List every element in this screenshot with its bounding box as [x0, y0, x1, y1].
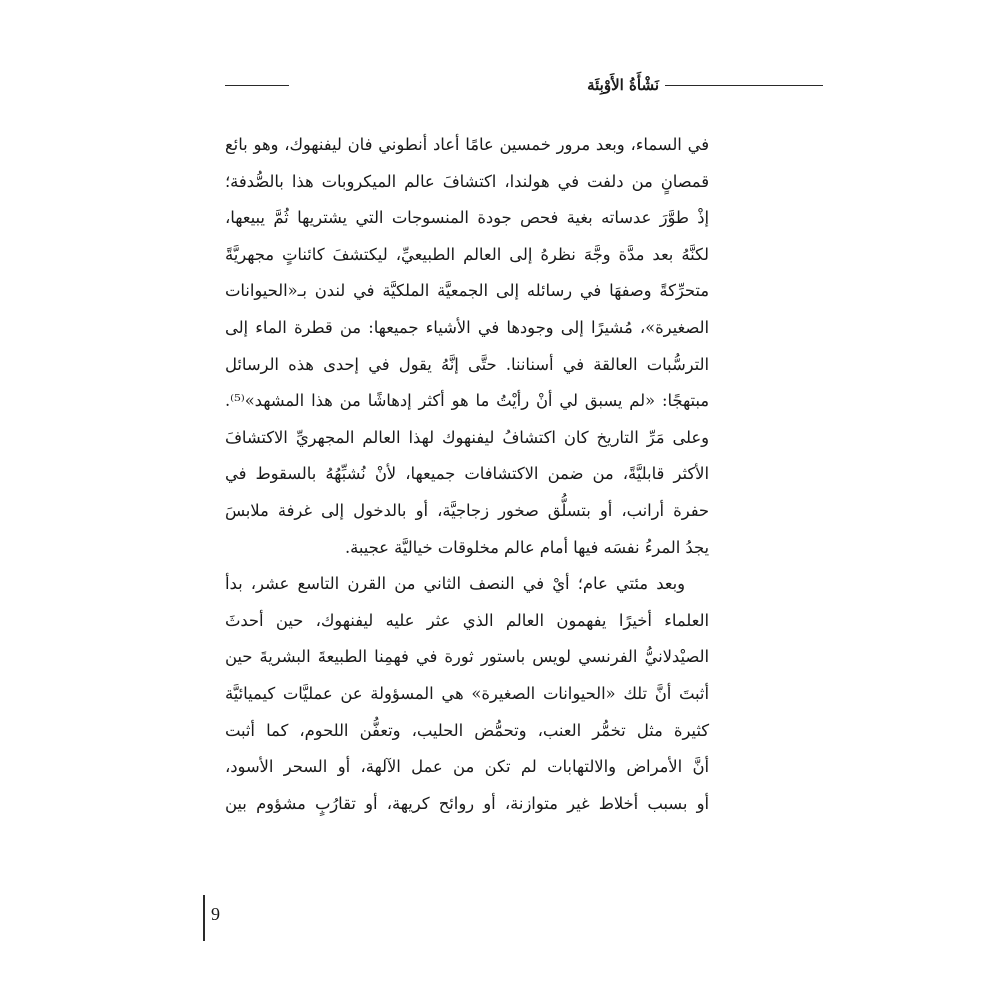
header-rule-right [665, 85, 823, 86]
text-line: وبعد مئتي عام؛ أيْ في النصف الثاني من القرن التاسع عشر، بدأ [225, 574, 685, 594]
text-line: في السماء، وبعد مرور خمسين عامًا أعاد أنطوني فان ليفنهوك، وهو بائع [225, 135, 709, 154]
body-text [225, 127, 709, 822]
text-line: وعلى مَرِّ التاريخ كان اكتشافُ ليفنهوك لهذا العالم المجهريِّ الاكتشافَ [225, 427, 709, 447]
text-line: الأكثر قابليَّةً، من ضمن الاكتشافات جميعها، لأنْ نُشبِّهُهُ بالسقوط في [225, 464, 709, 484]
text-line: العلماء أخيرًا يفهمون العالم الذي عثر عليه ليفنهوك، حين أحدثَ [225, 610, 709, 630]
text-line: يجدُ المرءُ نفسَه فيها أمام عالم مخلوقات خياليَّة عجيبة. [344, 537, 709, 557]
text-line: أنَّ الأمراض والالتهابات لم تكن من عمل الآلهة، أو السحر الأسود، [225, 757, 709, 777]
text-line: لكنَّهُ بعد مدَّة وجَّهَ نظرهُ إلى العالم الطبيعيِّ، ليكتشفَ كائناتٍ مجهريَّةً [225, 244, 709, 264]
text-line: مبتهجًا: «لم يسبق لي أنْ رأيْتُ ما هو أكثر إدهاشًا من هذا المشهد»⁽⁵⁾. [225, 391, 709, 411]
page-number: 9 [211, 904, 220, 924]
text-line: متحرِّكةً وصفهَا في رسائله إلى الجمعيَّة الملكيَّة في لندن بـ«الحيوانات [225, 281, 709, 301]
text-line: قمصانٍ من دلفت في هولندا، اكتشافَ عالم الميكروبات هذا بالصُّدفة؛ [225, 171, 709, 191]
text-line: كثيرة مثل تخمُّر العنب، وتحمُّض الحليب، وتعفُّن اللحوم، كما أثبت [225, 720, 709, 740]
text-line: أو بسبب أخلاط غير متوازنة، أو روائح كريهة، أو تقارُبٍ مشؤوم بين [225, 793, 709, 813]
text-line: أثبتَ أنَّ تلك «الحيوانات الصغيرة» هي المسؤولة عن عمليَّات كيميائيَّة [225, 683, 709, 703]
header-rule-left [225, 85, 289, 86]
page-number-rule [203, 895, 205, 941]
text-line: الترسُّبات العالقة في أسناننا. حتَّى إنَّهُ يقول في إحدى هذه الرسائل [225, 354, 709, 374]
running-header [225, 74, 823, 96]
text-line: إذْ طوَّرَ عدساته بغية فحص جودة المنسوجات التي يشتريها ثُمَّ يبيعها، [225, 208, 709, 228]
text-line: الصيْدلانيُّ الفرنسي لويس باستور ثورة في فهمِنا الطبيعةَ البشريةَ حين [225, 647, 709, 667]
text-line: حفرة أرانب، أو بتسلُّق صخور زجاجيَّة، أو بالدخول إلى غرفة ملابسَ [225, 500, 709, 520]
text-line: الصغيرة»، مُشيرًا إلى وجودها في الأشياء جميعها: من قطرة الماء إلى [225, 317, 709, 337]
chapter-title: نَشْأَةُ الأَوْبِئَة [587, 76, 659, 94]
